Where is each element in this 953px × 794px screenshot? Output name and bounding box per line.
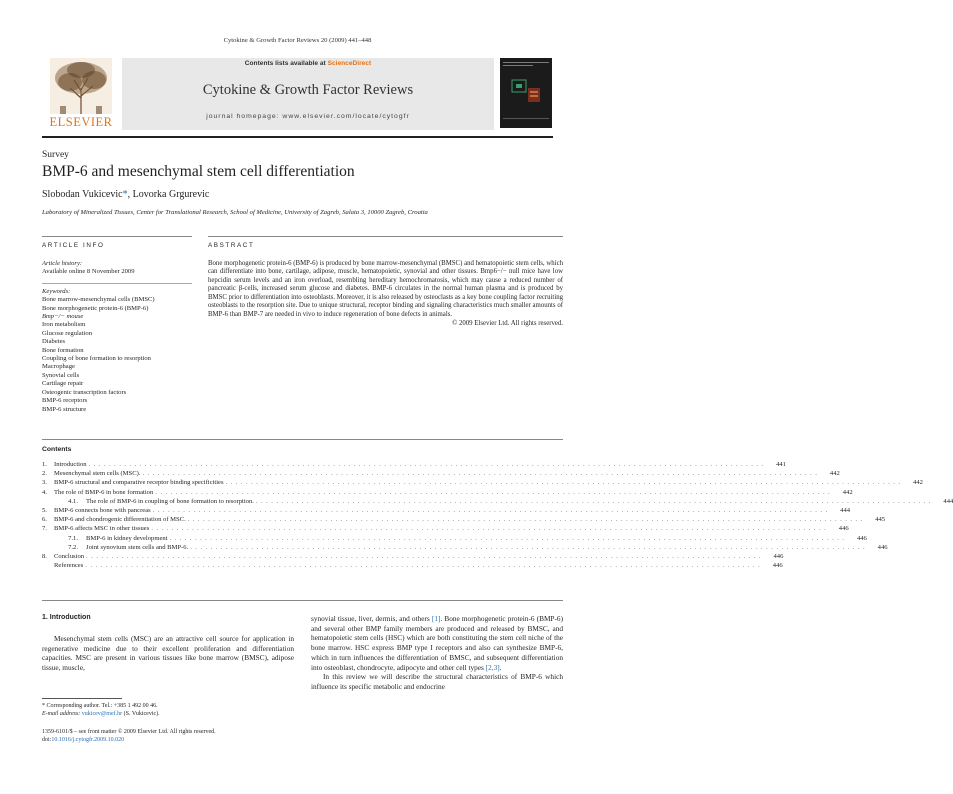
- toc-entry-label: Conclusion: [54, 552, 85, 560]
- keyword: Osteogenic transcription factors: [42, 388, 127, 396]
- elsevier-tree-icon: [50, 58, 112, 114]
- keyword: Bone marrow-mesenchymal cells (BMSC): [42, 296, 155, 304]
- toc-entry-page: 446: [856, 534, 867, 542]
- toc-entry-page: 444: [943, 497, 953, 505]
- email-link[interactable]: vukicev@mef.hr: [81, 711, 123, 717]
- email-suffix: (S. Vukicevic).: [122, 711, 160, 717]
- journal-cover-thumbnail[interactable]: [500, 58, 552, 128]
- journal-title: Cytokine & Growth Factor Reviews: [202, 82, 414, 98]
- toc-entry-label: BMP-6 structural and comparative receptor binding specificities: [54, 479, 224, 487]
- doi-label: doi:: [42, 737, 52, 743]
- toc-entry-page: 442: [829, 470, 840, 478]
- article-title: BMP-6 and mesenchymal stem cell differentiation: [42, 163, 355, 180]
- body-paragraph: In this review we will describe the structural characteristics of BMP-6 which influence its specific metabolic and endocrine: [311, 672, 563, 691]
- keyword: Coupling of bone formation to resorption: [42, 355, 151, 363]
- toc-entry-label: Joint synovium stem cells and BMP-6.: [86, 543, 189, 551]
- toc-entry-number: 4.: [42, 488, 47, 496]
- toc-entry-label: Mesenchymal stem cells (MSC).: [54, 470, 141, 478]
- body-column-left: [42, 634, 294, 673]
- toc-entry-number: 1.: [42, 461, 47, 468]
- footnote: [42, 702, 294, 718]
- toc-entry[interactable]: [42, 461, 786, 470]
- contents-rule: [42, 439, 563, 440]
- toc-entry-page: 446: [838, 525, 849, 533]
- toc-entry[interactable]: [42, 470, 840, 479]
- keyword: Diabetes: [42, 338, 66, 346]
- toc-leader-dots: . . . . . . . . . . . . . . . . . . . . . . . . . . . . . . . . . . . . . . . . . . . . . . . . . . . . . . . . . . . . . . . . . . . . . . . . . . . . . . . . . . . . . . . . . . . . . . . . . . . . . . . . . . . . . . . . . . . . . . . . . . . . . . . . . . . . .: [225, 479, 901, 487]
- toc-leader-dots: . . . . . . . . . . . . . . . . . . . . . . . . . . . . . . . . . . . . . . . . . . . . . . . . . . . . . . . . . . . . . . . . . . . . . . . . . . . . . . . . . . . . . . . . . . . . . . . . . . . . . . . . . . . . . . . . . . . . . . . . . . . . . . . . . . . . .: [255, 497, 932, 505]
- toc-entry-label: The role of BMP-6 in coupling of bone formation to resorption.: [86, 497, 254, 505]
- article-info: [42, 260, 192, 414]
- toc-entry[interactable]: [42, 506, 851, 516]
- page-footer: [42, 728, 302, 744]
- toc-leader-dots: . . . . . . . . . . . . . . . . . . . . . . . . . . . . . . . . . . . . . . . . . . . . . . . . . . . . . . . . . . . . . . . . . . . . . . . . . . . . . . . . . . . . . . . . . . . . . . . . . . . . . . . . . . . . . . . . . . . . . . . . . . . . . . . . . . . . .: [187, 516, 864, 524]
- toc-entry-label: BMP-6 connects bone with pancreas: [54, 506, 151, 514]
- toc-entry-label: Introduction: [54, 461, 87, 468]
- history-label: Article history:: [42, 260, 83, 267]
- body-rule: [42, 600, 563, 601]
- keyword: Iron metabolism: [42, 321, 86, 329]
- toc-entry-number: 4.1.: [68, 497, 78, 505]
- toc-entry-label: The role of BMP-6 in bone formation: [54, 488, 154, 496]
- author-list: [42, 189, 209, 200]
- toc-entry[interactable]: [42, 543, 888, 553]
- keyword: BMP-6 receptors: [42, 397, 88, 405]
- toc-entry-number: 5.: [42, 506, 47, 514]
- toc-entry-page: 446: [877, 543, 888, 551]
- toc-entry-number: 8.: [42, 552, 47, 560]
- toc-entry-page: 444: [840, 506, 851, 514]
- keyword: Bmp−/− mouse: [42, 313, 84, 321]
- toc-entry-page: 445: [875, 516, 886, 524]
- toc-leader-dots: . . . . . . . . . . . . . . . . . . . . . . . . . . . . . . . . . . . . . . . . . . . . . . . . . . . . . . . . . . . . . . . . . . . . . . . . . . . . . . . . . . . . . . . . . . . . . . . . . . . . . . . . . . . . . . . . . . . . . . . . . . . . . . . . . . . . .: [151, 525, 827, 533]
- contents-heading: Contents: [42, 446, 72, 453]
- body-column-right: [311, 614, 563, 692]
- running-head: Cytokine & Growth Factor Reviews 20 (2009) 441–448: [223, 37, 372, 44]
- issn-line: 1359-6101/$ – see front matter © 2009 Elsevier Ltd. All rights reserved.: [42, 729, 216, 735]
- text-run: .: [499, 662, 502, 672]
- toc-entry-page: 446: [773, 552, 784, 560]
- toc-leader-dots: . . . . . . . . . . . . . . . . . . . . . . . . . . . . . . . . . . . . . . . . . . . . . . . . . . . . . . . . . . . . . . . . . . . . . . . . . . . . . . . . . . . . . . . . . . . . . . . . . . . . . . . . . . . . . . . . . . . . . . . . . . . . . . . . . . . . .: [155, 488, 831, 496]
- abstract: [208, 260, 563, 329]
- toc-entry-label: BMP-6 in kidney development: [86, 534, 168, 542]
- toc-leader-dots: . . . . . . . . . . . . . . . . . . . . . . . . . . . . . . . . . . . . . . . . . . . . . . . . . . . . . . . . . . . . . . . . . . . . . . . . . . . . . . . . . . . . . . . . . . . . . . . . . . . . . . . . . . . . . . . . . . . . . . . . . . . . . . . . . . . . .: [86, 552, 762, 560]
- corresponding-author-mark[interactable]: *: [122, 189, 128, 200]
- header-rule: [42, 136, 553, 138]
- keywords-label: Keywords:: [42, 287, 71, 295]
- section-heading-introduction: 1. Introduction: [42, 614, 91, 621]
- journal-banner: [122, 58, 494, 130]
- footnote-email: [42, 710, 294, 718]
- keyword: Glucose regulation: [42, 329, 92, 337]
- table-of-contents: [42, 461, 953, 571]
- toc-entry-number: 6.: [42, 516, 47, 524]
- toc-entry-page: 442: [913, 479, 923, 487]
- toc-entry-number: 7.: [42, 525, 47, 533]
- keyword: Cartilage repair: [42, 380, 84, 388]
- toc-entry-label: BMP-6 affects MSC in other tissues: [54, 525, 150, 533]
- toc-entry-number: 7.1.: [68, 534, 78, 542]
- toc-entry[interactable]: [42, 562, 783, 571]
- toc-entry-page: 441: [776, 461, 786, 468]
- text-run: . Bone morphogenetic protein-6 (BMP-6) and several other BMP family members are produced and released by BMSC, and hematopoietic stem cells (HSC) which are both constituting the stem cell niche of the bone marrow. HSC express BMP type I receptors and also can synthesize BMP-6, which in turn influences the differentiation of BMSC, and subsequent differentiation into osteoblast, chondrocyte, adipocyte and other cell types: [311, 614, 564, 672]
- toc-entry-number: 7.2.: [68, 543, 78, 551]
- citation-link[interactable]: [1]: [431, 614, 441, 623]
- toc-entry[interactable]: [42, 479, 923, 488]
- email-label: E-mail address:: [42, 711, 82, 717]
- sciencedirect-link[interactable]: ScienceDirect: [327, 60, 372, 67]
- toc-leader-dots: . . . . . . . . . . . . . . . . . . . . . . . . . . . . . . . . . . . . . . . . . . . . . . . . . . . . . . . . . . . . . . . . . . . . . . . . . . . . . . . . . . . . . . . . . . . . . . . . . . . . . . . . . . . . . . . . . . . . . . . . . . . . . . . . . . . . .: [85, 562, 761, 570]
- toc-leader-dots: . . . . . . . . . . . . . . . . . . . . . . . . . . . . . . . . . . . . . . . . . . . . . . . . . . . . . . . . . . . . . . . . . . . . . . . . . . . . . . . . . . . . . . . . . . . . . . . . . . . . . . . . . . . . . . . . . . . . . . . . . . . . . . . . . . . . .: [152, 506, 829, 514]
- author-vukicevic[interactable]: Slobodan Vukicevic: [42, 189, 123, 200]
- toc-entry[interactable]: [42, 525, 849, 534]
- toc-entry[interactable]: [42, 534, 867, 544]
- keyword: Synovial cells: [42, 371, 80, 379]
- abstract-rule: [208, 236, 563, 237]
- citation-link[interactable]: [2,3]: [485, 662, 500, 672]
- toc-entry[interactable]: [42, 497, 953, 507]
- toc-entry-number: 2.: [42, 470, 47, 478]
- keyword: Bone formation: [42, 346, 84, 354]
- doi-link[interactable]: 10.1016/j.cytogfr.2009.10.020: [51, 737, 125, 743]
- journal-homepage-link[interactable]: journal homepage: www.elsevier.com/locate/cytogfr: [206, 113, 410, 120]
- footnote-corresponding: * Corresponding author. Tel.: +385 1 492 00 46.: [42, 703, 158, 709]
- toc-leader-dots: . . . . . . . . . . . . . . . . . . . . . . . . . . . . . . . . . . . . . . . . . . . . . . . . . . . . . . . . . . . . . . . . . . . . . . . . . . . . . . . . . . . . . . . . . . . . . . . . . . . . . . . . . . . . . . . . . . . . . . . . . . . . . . . . . . . . .: [169, 534, 845, 542]
- article-info-heading: ARTICLE INFO: [42, 242, 105, 249]
- toc-leader-dots: . . . . . . . . . . . . . . . . . . . . . . . . . . . . . . . . . . . . . . . . . . . . . . . . . . . . . . . . . . . . . . . . . . . . . . . . . . . . . . . . . . . . . . . . . . . . . . . . . . . . . . . . . . . . . . . . . . . . . . . . . . . . . . . . . . . . .: [88, 461, 764, 468]
- author-grgurevic[interactable]: , Lovorka Grgurevic: [127, 189, 210, 200]
- abstract-copyright: © 2009 Elsevier Ltd. All rights reserved.: [452, 320, 563, 328]
- toc-entry-label: References: [54, 562, 84, 570]
- article-info-rule: [42, 236, 192, 237]
- abstract-text: Bone morphogenetic protein-6 (BMP-6) is produced by bone marrow-mesenchymal (BMSC) and hematopoietic stem cells, which can differentiate into bone, cartilage, adipose, muscle, hematopoietic, synovial and other tissues. Bmp6−/− null mice have low hepcidin serum levels and an iron overload, resembling hereditary hemochromatosis, which may cause a reduced number of pancreatic β-cells, increased serum glucose and diabetes. BMP-6 circulates in the normal human plasma and is produced by BMSC prior to differentiation into osteoblasts. Moreover, it is also released by osteoclasts as a key bone coupling factor recruiting osteoblasts to the resorption site. Due to unique structural, receptor binding and signaling characteristics much smaller amounts of BMP-6 than BMP-7 are needed in vivo to induce regeneration of bone defects in animals.: [208, 260, 563, 318]
- contents-prefix: Contents lists available at: [244, 60, 328, 67]
- toc-entry-page: 442: [842, 488, 853, 496]
- elsevier-logo[interactable]: [42, 58, 120, 130]
- keyword: Bone morphogenetic protein-6 (BMP-6): [42, 304, 149, 312]
- toc-entry-page: 446: [772, 562, 783, 570]
- keyword: Macrophage: [42, 363, 75, 371]
- abstract-heading: ABSTRACT: [208, 242, 255, 249]
- toc-entry-number: 3.: [42, 479, 47, 487]
- contents-available: [122, 60, 494, 67]
- keywords-rule: [42, 283, 192, 284]
- article-type: Survey: [42, 150, 69, 160]
- history-value: Available online 8 November 2009: [42, 268, 135, 276]
- affiliation: Laboratory of Mineralized Tissues, Center for Translational Research, School of Medicine, University of Zagreb, Salata 3, 10000 Zagreb, Croatia: [42, 209, 428, 216]
- toc-entry[interactable]: [42, 488, 853, 498]
- body-paragraph: Mesenchymal stem cells (MSC) are an attractive cell source for application in regenerative medicine due to their excellent proliferation and differentiation capacities. MSC are present in various tissues like bone marrow (BMSC), adipose tissue, muscle,: [42, 634, 294, 673]
- elsevier-wordmark: ELSEVIER: [49, 115, 113, 129]
- footnote-rule: [42, 698, 122, 699]
- toc-entry-label: BMP-6 and chondrogenic differentiation of MSC.: [54, 516, 186, 524]
- toc-leader-dots: . . . . . . . . . . . . . . . . . . . . . . . . . . . . . . . . . . . . . . . . . . . . . . . . . . . . . . . . . . . . . . . . . . . . . . . . . . . . . . . . . . . . . . . . . . . . . . . . . . . . . . . . . . . . . . . . . . . . . . . . . . . . . . . . . . . . .: [142, 470, 818, 478]
- doi-line: [42, 736, 302, 744]
- toc-entry[interactable]: [42, 516, 886, 525]
- toc-leader-dots: . . . . . . . . . . . . . . . . . . . . . . . . . . . . . . . . . . . . . . . . . . . . . . . . . . . . . . . . . . . . . . . . . . . . . . . . . . . . . . . . . . . . . . . . . . . . . . . . . . . . . . . . . . . . . . . . . . . . . . . . . . . . . . . . . . . . .: [190, 543, 866, 551]
- body-paragraph: [311, 614, 563, 672]
- text-run: synovial tissue, liver, dermis, and others: [311, 614, 432, 623]
- toc-entry[interactable]: [42, 552, 784, 562]
- keyword: BMP-6 structure: [42, 405, 87, 413]
- cover-art-icon: [500, 58, 552, 128]
